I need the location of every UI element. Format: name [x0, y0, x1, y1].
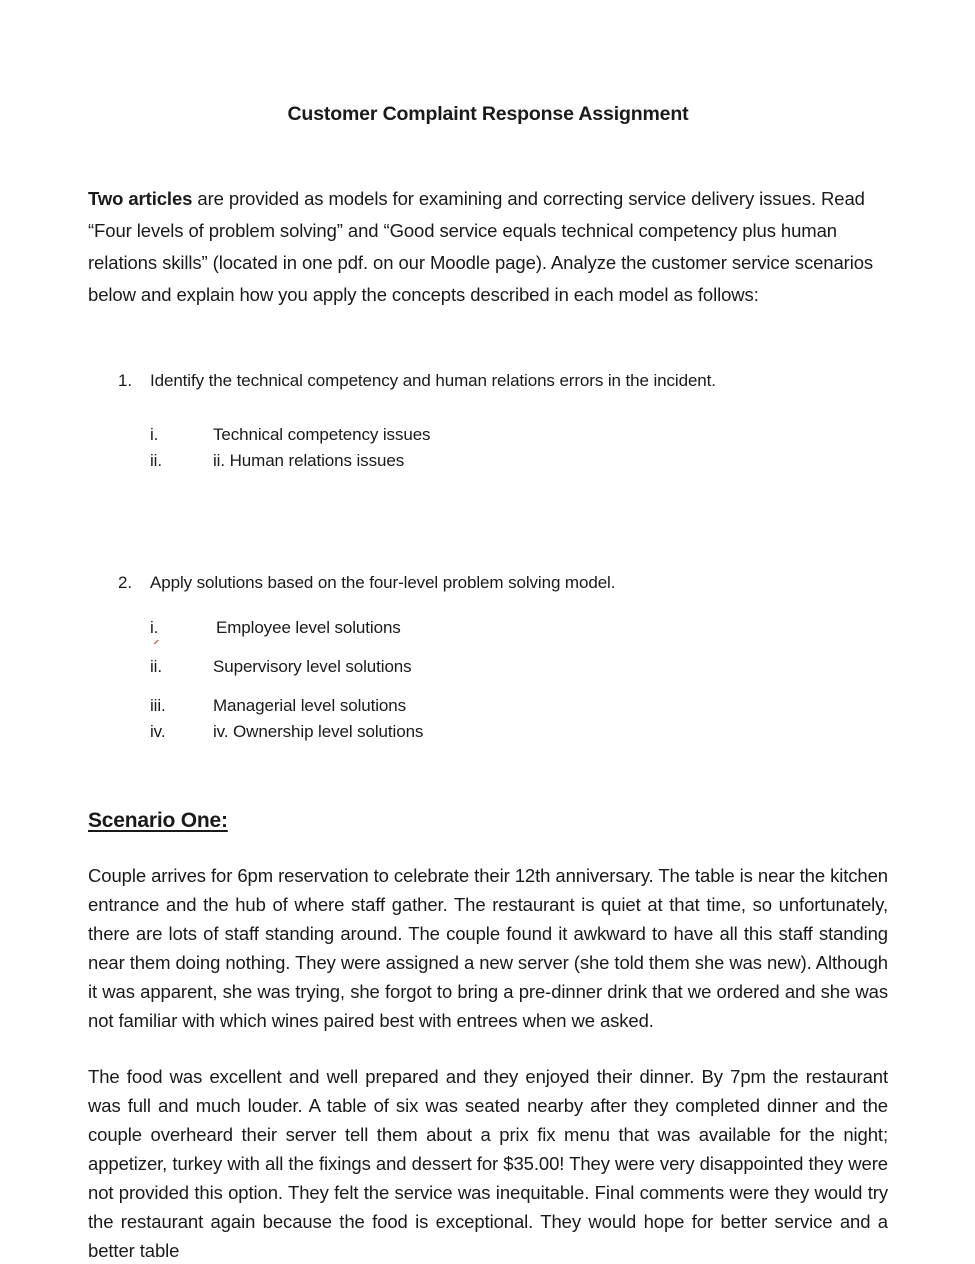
list-item-marker: ii. — [150, 451, 162, 471]
list-item-marker: i. — [150, 424, 159, 444]
page-title: Customer Complaint Response Assignment — [287, 103, 689, 125]
list-item — [88, 570, 888, 596]
list-item-label: Apply solutions based on the four-level problem solving model. — [150, 573, 616, 593]
list-item — [88, 368, 888, 394]
list-item-label: Identify the technical competency and human relations errors in the incident. — [150, 371, 716, 391]
list-item — [88, 615, 888, 641]
instructions-list — [88, 368, 888, 745]
sublist-instruction-1 — [88, 422, 888, 474]
list-item-label: Managerial level solutions — [213, 696, 407, 716]
list-item-marker: ii. — [150, 656, 162, 676]
scenario-paragraph-1: Couple arrives for 6pm reservation to celebrate their 12th anniversary. The table is near the kitchen entrance and the hub of where staff gather. The restaurant is quiet at that time, so unfortunately, there are lots of staff standing around. The couple found it awkward to have all this staff standing near them doing nothing. They were assigned a new server (she told them she was new). Although it was apparent, she was trying, she forgot to bring a pre-dinner drink that we ordered and she was not familiar with which wines paired best with entrees when we asked. — [88, 864, 888, 1031]
list-item-label: Supervisory level solutions — [213, 656, 412, 676]
list-item — [88, 719, 888, 745]
list-item-marker: iii. — [150, 696, 166, 716]
intro-paragraph — [88, 126, 888, 311]
document-content — [88, 0, 888, 1264]
list-item-marker: 2. — [118, 573, 132, 593]
list-item-label: iv. Ownership level solutions — [213, 722, 424, 742]
sublist-instruction-2 — [88, 615, 888, 746]
section-heading-scenario-one — [88, 745, 888, 834]
section-heading-text: Scenario One: — [88, 809, 228, 833]
list-item — [88, 654, 888, 680]
list-item — [88, 448, 888, 474]
list-item — [88, 422, 888, 448]
list-item-marker: iv. — [150, 722, 166, 742]
intro-bold-lead: Two articles — [88, 188, 193, 210]
list-item-marker: 1. — [118, 371, 132, 391]
list-item-marker-spellcheck: i. — [150, 615, 158, 641]
list-item — [88, 693, 888, 719]
list-item-label: Employee level solutions — [216, 617, 401, 637]
list-item-label: Technical competency issues — [213, 424, 431, 444]
scenario-paragraph-2: The food was excellent and well prepared and they enjoyed their dinner. By 7pm the restaurant was full and much louder. A table of six was seated nearby after they completed dinner and the couple overheard their server tell them about a prix fix menu that was available for the night; appetizer, turkey with all the fixings and dessert for $35.00! They were very disappointed they were not provided this option. They felt the service was inequitable. Final comments were they would try the restaurant again because the food is exceptional. They would hope for better service and a better table — [88, 1065, 888, 1262]
intro-paragraph-text: are provided as models for examining and correcting service delivery issues. Read “Four levels of problem solving” and “Good service equals technical competency plus human relations skills” (located in one pdf. on our Moodle page). Analyze the customer service scenarios below and explain how you apply the concepts described in each model as follows: — [88, 188, 874, 306]
list-item-label: ii. Human relations issues — [213, 451, 405, 471]
